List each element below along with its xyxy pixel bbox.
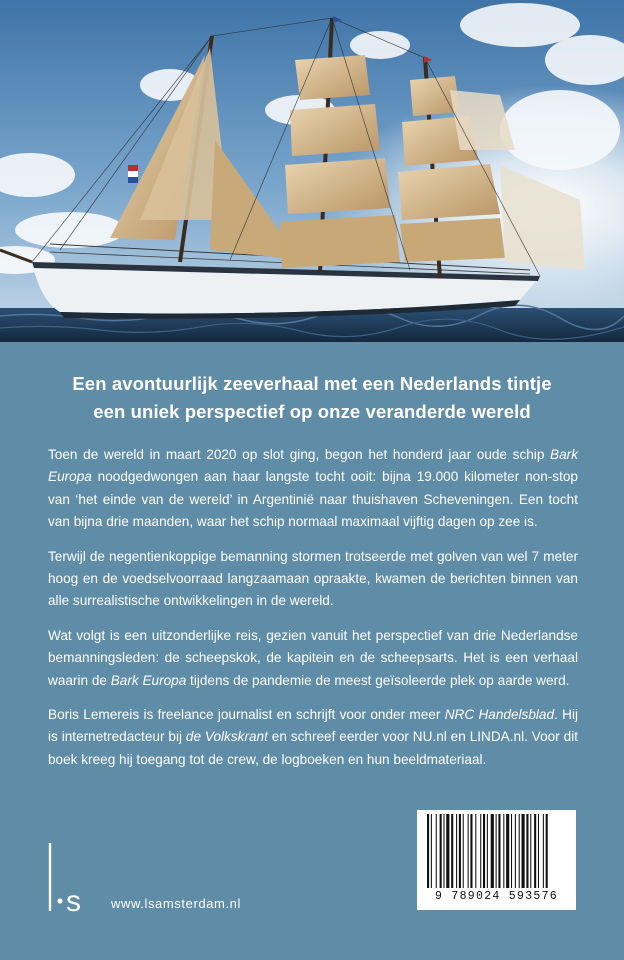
author-bio bbox=[48, 704, 578, 771]
barcode-bar bbox=[427, 814, 429, 888]
barcode-bar bbox=[506, 814, 509, 888]
barcode-bar bbox=[480, 814, 481, 888]
barcode-bar bbox=[470, 814, 472, 888]
barcode-bar bbox=[543, 814, 544, 888]
publisher-logo bbox=[46, 841, 106, 913]
barcode-bar bbox=[496, 814, 497, 888]
cover-photo-tall-ship bbox=[0, 0, 624, 342]
barcode-bar bbox=[440, 814, 442, 888]
blurb-p3-text-a: Wat volgt is een uitzonderlijke reis, gezien vanuit het perspectief van drie Nederlandse bemanningsleden: de scheepskok, de kapitein en de scheepsarts. Het is een verhaal waarin de bbox=[48, 627, 578, 688]
author-bio-text-a: Boris Lemereis is freelance journalist en schrijft voor onder meer bbox=[48, 707, 445, 723]
blurb-paragraph-2: Terwijl de negentienkoppige bemanning stormen trotseerde met golven van wel 7 meter hoog en de voedselvoorraad langzaamaan opraakte, kwamen de berichten binnen van alle surrealistische ontwikkelingen in de wereld. bbox=[48, 548, 578, 609]
barcode-bar bbox=[446, 814, 449, 888]
barcode-bar bbox=[463, 814, 464, 888]
barcode-bar bbox=[468, 814, 469, 888]
barcode-bar bbox=[534, 814, 536, 888]
barcode-bar bbox=[530, 814, 531, 888]
tagline bbox=[0, 370, 624, 426]
barcode-bar bbox=[522, 814, 525, 888]
author-bio-text-b: . Hij is internetredacteur bij bbox=[48, 707, 578, 745]
tagline-line-2: een uniek perspectief op onze veranderde wereld bbox=[93, 401, 531, 422]
barcode-bar bbox=[538, 814, 539, 888]
barcode-bar bbox=[456, 814, 457, 888]
ship-name: Bark Europa bbox=[48, 447, 578, 485]
barcode-bar bbox=[515, 814, 516, 888]
svg-text:s: s bbox=[66, 885, 81, 913]
barcode-bar bbox=[483, 814, 485, 888]
barcode-bar bbox=[487, 814, 488, 888]
isbn-number: 9 789024 593576 bbox=[434, 890, 559, 903]
barcode-bar bbox=[546, 814, 548, 888]
barcode-bar bbox=[443, 814, 444, 888]
tagline-line-1: Een avontuurlijk zeeverhaal met een Nederlands tintje bbox=[72, 373, 552, 394]
blurb-p3-text-b: tijdens de pandemie de meest geïsoleerde plek op aarde werd. bbox=[186, 672, 570, 688]
isbn-barcode bbox=[417, 810, 576, 910]
barcode-bar bbox=[491, 814, 494, 888]
barcode-bar bbox=[526, 814, 528, 888]
barcode-bar bbox=[431, 814, 432, 888]
barcode-bar bbox=[503, 814, 504, 888]
publication-name: de Volkskrant bbox=[185, 729, 268, 745]
barcode-bar bbox=[511, 814, 512, 888]
barcode-bars bbox=[423, 814, 570, 888]
barcode-bar bbox=[436, 814, 437, 888]
barcode-bar bbox=[498, 814, 500, 888]
ship-name: Bark Europa bbox=[110, 672, 187, 688]
blurb-p1-text-a: Toen de wereld in maart 2020 op slot ging, begon het honderd jaar oude schip bbox=[48, 447, 551, 462]
blurb-p1-text-b: noodgedwongen aan haar langste tocht ooit: bijna 19.000 kilometer non-stop van ‘het einde van de wereld’ in Argentinië naar thuishaven Scheveningen. Een tocht van bijna drie maanden, waar het schip normaal maximaal vijftig dagen op zee is. bbox=[48, 469, 578, 530]
publisher-website[interactable]: www.lsamsterdam.nl bbox=[111, 896, 241, 911]
blurb-paragraph-3 bbox=[48, 625, 578, 692]
blurb-paragraph-1 bbox=[48, 444, 578, 534]
barcode-bar bbox=[459, 814, 461, 888]
blurb bbox=[48, 444, 578, 783]
barcode-bar bbox=[519, 814, 520, 888]
barcode-bar bbox=[451, 814, 453, 888]
author-bio-text-c: en schreef eerder voor NU.nl en LINDA.nl. Voor dit boek kreeg hij toegang tot de crew, de logboeken en hun beeldmateriaal. bbox=[48, 729, 578, 767]
publication-name: NRC Handelsblad bbox=[444, 707, 555, 723]
barcode-bar bbox=[475, 814, 476, 888]
